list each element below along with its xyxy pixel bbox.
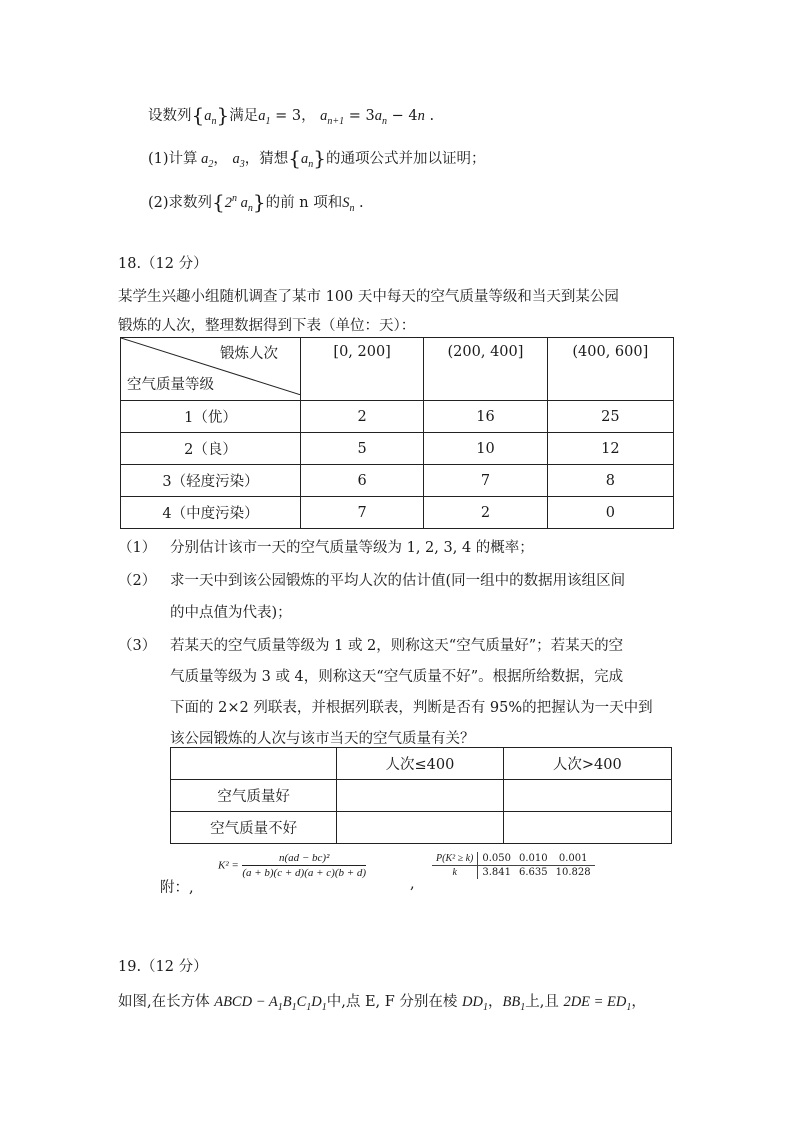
header-air-quality: 空气质量等级 (127, 377, 214, 393)
table-cell: 7 (300, 497, 423, 529)
p-value: 0.010 (515, 852, 552, 866)
q19-text: 上,且 (525, 994, 559, 1010)
table-cell: 2 (300, 401, 423, 433)
q18-text-line2: 锻炼的人次，整理数据得到下表（单位：天）： (118, 318, 416, 334)
eq-2de: $2DE = ED_1$ (563, 994, 632, 1013)
a1-value: = 3 (275, 108, 302, 124)
seq-a: a (204, 108, 212, 124)
rec-part: = 3 (348, 108, 375, 124)
col-header: 人次>400 (503, 748, 671, 780)
formula-numerator: n(ad − bc)² (242, 852, 366, 866)
critical-value-table (432, 852, 595, 879)
contingency-table (170, 747, 672, 844)
row-label: 3（轻度污染） (121, 465, 301, 497)
table-cell: 8 (547, 465, 673, 497)
p-label: P(K² ≥ k) (432, 852, 478, 866)
blank-cell (337, 780, 503, 812)
formula-denominator: (a + b)(c + d)(a + c)(b + d) (242, 867, 367, 879)
q18-header: 18.（12 分） (118, 256, 208, 272)
formula-fraction (242, 852, 366, 879)
q19-text: 如图,在长方体 (118, 994, 210, 1010)
q17-part1: (1)计算 $a_2$， $a_3$，猜想$\{a_n\}$的通项公式并加以证明； (148, 146, 486, 170)
table-row (121, 433, 674, 465)
table-cell: 12 (547, 433, 673, 465)
k-label: k (432, 866, 478, 880)
blank-cell (337, 812, 503, 844)
table-cell: 16 (424, 401, 547, 433)
eq-part: 2DE = ED (563, 994, 627, 1010)
row-label: 空气质量好 (171, 780, 337, 812)
part1-text: ，猜想 (244, 151, 289, 167)
item-2-line: 求一天中到该公园锻炼的平均人次的估计值(同一组中的数据用该组区间 (170, 573, 626, 589)
item-2-num: （2） (118, 573, 157, 589)
part1-text: 的通项公式并加以证明； (326, 151, 486, 167)
cuboid-part: ABCD − A (214, 994, 278, 1010)
table-header-row (121, 338, 674, 401)
item-3-line: 若某天的空气质量等级为 1 或 2，则称这天“空气质量好”；若某天的空 (170, 638, 624, 654)
a1-term: $a_1$ (258, 108, 271, 127)
cuboid-name: ABCD − $A_1B_1C_1D_1$ (214, 994, 327, 1013)
part2-text: (2)求数列 (148, 195, 213, 211)
blank-cell (503, 812, 671, 844)
appendix-label: 附：, (160, 880, 194, 896)
table-row (171, 812, 672, 844)
col-header: (400, 600] (547, 338, 673, 401)
item-3-line: 下面的 2×2 列联表，并根据列联表，判断是否有 95%的把握认为一天中到 (170, 700, 653, 716)
blank-cell (503, 780, 671, 812)
col-header: [0, 200] (300, 338, 423, 401)
table-row (432, 852, 595, 866)
q19-header: 19.（12 分） (118, 959, 208, 975)
row-label: 空气质量不好 (171, 812, 337, 844)
rec-part: − 4 (391, 108, 418, 124)
table-cell: 7 (424, 465, 547, 497)
p-value: 0.050 (478, 852, 515, 866)
col-header: 人次≤400 (337, 748, 503, 780)
data-table (120, 337, 674, 529)
item-2-line: 的中点值为代表)； (170, 605, 292, 621)
n-var: n (417, 108, 425, 124)
diagonal-header-cell (121, 338, 301, 401)
formula (218, 852, 366, 879)
item-3-line: 该公园锻炼的人次与该市当天的空气质量有关？ (170, 731, 475, 747)
k-value: 3.841 (482, 867, 512, 878)
p-value: 0.001 (552, 852, 595, 866)
table-cell: 25 (547, 401, 673, 433)
part2-text: 的前 n 项和 (265, 195, 343, 211)
q18-text-line1: 某学生兴趣小组随机调查了某市 100 天中每天的空气质量等级和当天到某公园 (118, 289, 619, 305)
table-header-row (171, 748, 672, 780)
formula-lhs: K² = (218, 859, 239, 872)
q17-text: 设数列 (148, 108, 192, 124)
table-row (121, 401, 674, 433)
q19-statement: 如图,在长方体 ABCD − $A_1B_1C_1D_1$中,点 E, F 分别在棱 $DD_1$，$BB_1$上,且 $2DE = ED_1$， (118, 994, 646, 1013)
k-value: 10.828 (555, 867, 591, 878)
table-row (121, 465, 674, 497)
table-cell: 5 (300, 433, 423, 465)
table-cell: 0 (547, 497, 673, 529)
k-value: 6.635 (519, 867, 548, 878)
header-exercise-count: 锻炼人次 (219, 346, 278, 362)
table-cell: 2 (424, 497, 547, 529)
item-3-line: 气质量等级为 3 或 4，则称这天“空气质量不好”。根据所给数据，完成 (170, 669, 624, 685)
row-label: 4（中度污染） (121, 497, 301, 529)
q17-part2: (2)求数列{2$^n$ $a_n$}的前 n 项和$S_n$ . (148, 190, 364, 214)
table-cell: 10 (424, 433, 547, 465)
row-label: 2（良） (121, 433, 301, 465)
item-1-num: （1） (118, 540, 157, 556)
formula-comma: , (410, 876, 415, 892)
table-cell: 6 (300, 465, 423, 497)
corner-cell (171, 748, 337, 780)
q19-text: 中,点 E, F 分别在棱 (326, 994, 458, 1010)
item-3-num: （3） (118, 638, 157, 654)
table-row (171, 780, 672, 812)
col-header: (200, 400] (424, 338, 547, 401)
sub-n: n (211, 115, 217, 127)
q17-text: 满足 (229, 108, 259, 124)
table-row (121, 497, 674, 529)
q19-tail: ， (631, 994, 646, 1010)
an1-term: $a_{n+1}$ (320, 108, 345, 127)
item-1-line: 分别估计该市一天的空气质量等级为 1, 2, 3, 4 的概率； (170, 540, 534, 556)
q17-statement: 设数列$\{a_n\}$满足$a_1 = 3$， $a_{n+1} = 3a_n - 4n$ . (148, 103, 435, 127)
table-row (432, 866, 595, 880)
part1-text: (1)计算 (148, 151, 198, 167)
row-label: 1（优） (121, 401, 301, 433)
sum-S: S (342, 195, 350, 211)
